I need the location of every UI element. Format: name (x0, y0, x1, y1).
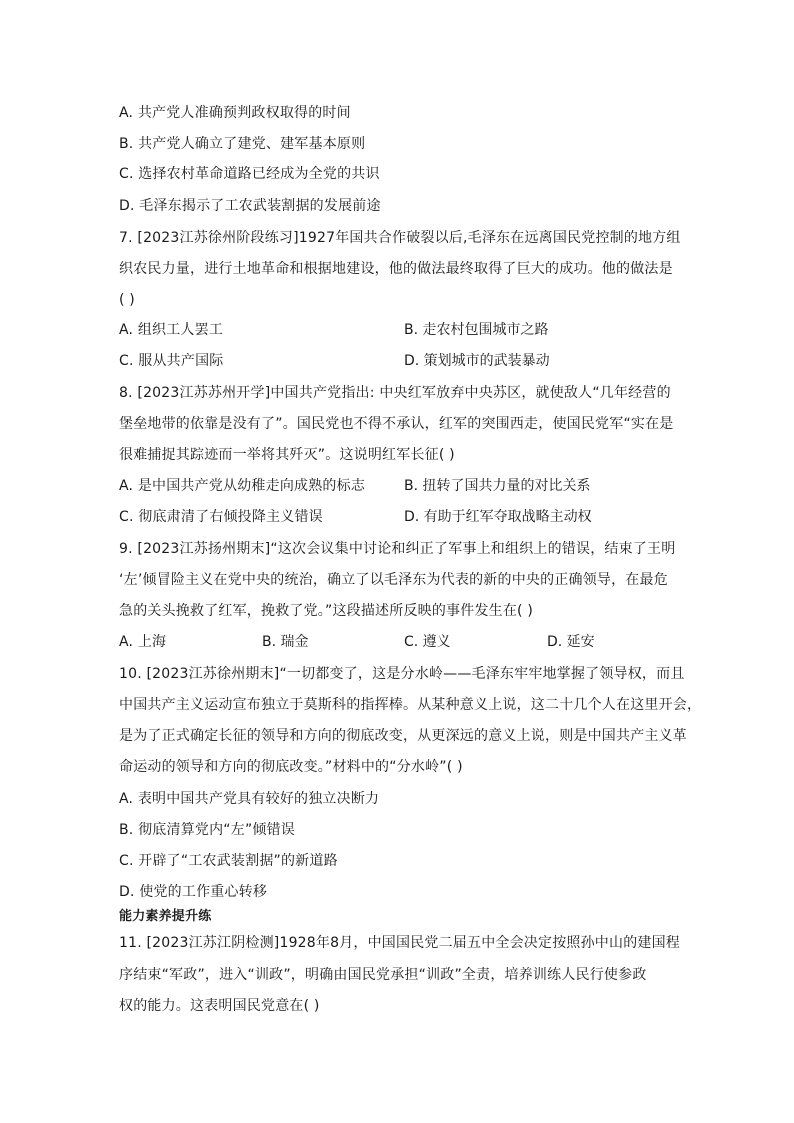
q6-option-a: A. 共产党人准确预判政权取得的时间 (119, 105, 351, 121)
q9-option-a: A. 上海 (119, 634, 167, 650)
q8-option-c: C. 彻底肃清了右倾投降主义错误 (119, 509, 323, 525)
q10-stem-line1: 10. [2023江苏徐州期末]“一切都变了，这是分水岭——毛泽东牢牢地掌握了领导权，而且 (119, 666, 685, 682)
q7-stem-line1: 7. [2023江苏徐州阶段练习]1927年国共合作破裂以后,毛泽东在远离国民党控制的地方组 (119, 230, 681, 246)
q7-stem-line2: 织农民力量，进行土地革命和根据地建设，他的做法最终取得了巨大的成功。他的做法是 (119, 261, 673, 277)
q7-option-a: A. 组织工人罢工 (119, 322, 224, 338)
q6-option-b: B. 共产党人确立了建党、建军基本原则 (119, 136, 366, 152)
q7-option-d: D. 策划城市的武装暴动 (404, 353, 550, 369)
q7-option-c: C. 服从共产国际 (119, 353, 224, 369)
q9-option-d: D. 延安 (547, 634, 595, 650)
q10-stem-line3: 是为了正式确定长征的领导和方向的彻底改变，从更深远的意义上说，则是中国共产主义革 (119, 728, 687, 744)
q9-stem-line3: 急的关头挽救了红军，挽救了党。”这段描述所反映的事件发生在( ) (119, 603, 534, 619)
q6-option-c: C. 选择农村革命道路已经成为全党的共识 (119, 166, 380, 182)
q9-option-c: C. 遵义 (404, 634, 451, 650)
q10-option-b: B. 彻底清算党内“左”倾错误 (119, 822, 296, 838)
q10-option-d: D. 使党的工作重心转移 (119, 884, 268, 900)
q8-stem-line3: 很难捕捉其踪迹而一举将其歼灭”。这说明红军长征( ) (119, 447, 455, 463)
q9-option-b: B. 瑞金 (262, 634, 309, 650)
q10-option-c: C. 开辟了“工农武装割据”的新道路 (119, 853, 338, 869)
q9-stem-line2: ‘左’倾冒险主义在党中央的统治，确立了以毛泽东为代表的新的中央的正确领导，在最危 (119, 572, 668, 588)
q8-option-b: B. 扭转了国共力量的对比关系 (404, 478, 591, 494)
q8-option-d: D. 有助于红军夺取战略主动权 (404, 509, 592, 525)
q10-stem-line2: 中国共产主义运动宣布独立于莫斯科的指挥棒。从某种意义上说，这二十几个人在这里开会， (119, 697, 702, 713)
q6-option-d: D. 毛泽东揭示了工农武装割据的发展前途 (119, 198, 381, 214)
q11-stem-line3: 权的能力。这表明国民党意在( ) (119, 998, 320, 1014)
q8-option-a: A. 是中国共产党从幼稚走向成熟的标志 (119, 478, 366, 494)
section-title: 能力素养提升练 (119, 909, 212, 924)
q8-stem-line2: 堡垒地带的依靠是没有了”。国民党也不得不承认，红军的突围西走，使国民党军“实在是 (119, 416, 674, 432)
q7-option-b: B. 走农村包围城市之路 (404, 322, 549, 338)
q7-stem-line3: ( ) (119, 292, 135, 308)
q9-stem-line1: 9. [2023江苏扬州期末]“这次会议集中讨论和纠正了军事上和组织上的错误，结束了王明 (119, 541, 676, 557)
q8-stem-line1: 8. [2023江苏苏州开学]中国共产党指出: 中央红军放弃中央苏区，就使敌人“几年经营的 (119, 385, 671, 401)
q11-stem-line2: 序结束“军政”，进入“训政”，明确由国民党承担“训政”全责，培养训练人民行使参政 (119, 967, 647, 983)
q11-stem-line1: 11. [2023江苏江阴检测]1928年8月，中国国民党二届五中全会决定按照孙中山的建国程 (119, 935, 681, 951)
q10-option-a: A. 表明中国共产党具有较好的独立决断力 (119, 791, 380, 807)
q10-stem-line4: 命运动的领导和方向的彻底改变。”材料中的“分水岭”( ) (119, 759, 463, 775)
